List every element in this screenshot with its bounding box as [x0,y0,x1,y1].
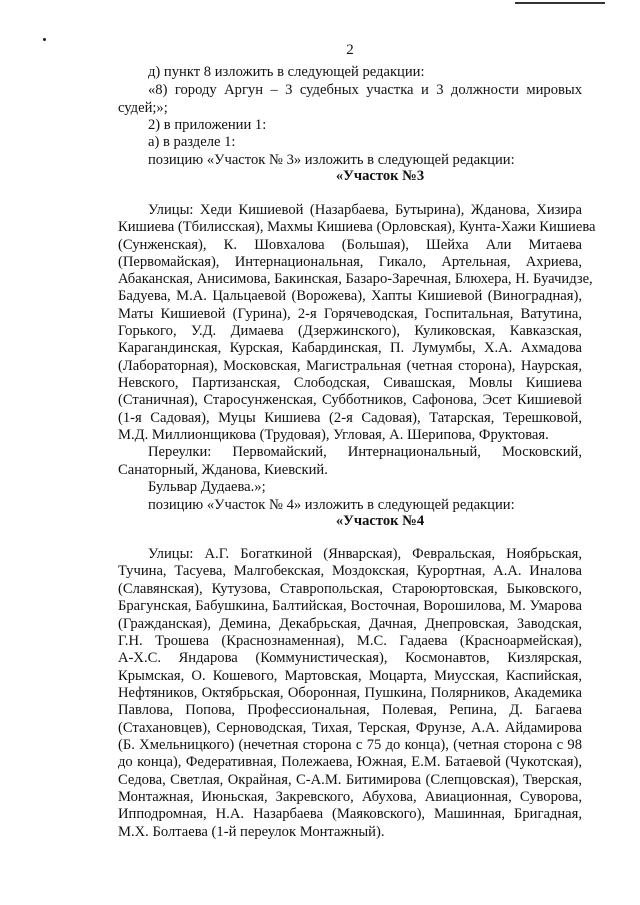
text-line: д) пункт 8 изложить в следующей редакции: [148,64,425,80]
page-number: 2 [346,42,354,58]
text-line: (Стахановцев), Серноводская, Тихая, Терская, Фрунзе, А.А. Айдамирова [118,720,582,736]
text-line: Г.Н. Трошева (Краснознаменная), М.С. Гадаева (Красноармейская), [118,633,582,649]
text-line: (1-я Садовая), Муцы Кишиева (2-я Садовая), Татарская, Терешковой, [118,410,582,426]
text-line: 2) в приложении 1: [148,117,267,133]
text-line: (Лабораторная), Московская, Магистральная (четная сторона), Наурская, [118,358,582,374]
text-line: Переулки: Первомайский, Интернациональный, Московский, [148,444,582,460]
text-line: судей;»; [118,100,168,116]
text-line: М.Д. Миллионщикова (Трудовая), Угловая, А. Шерипова, Фруктовая. [118,427,549,443]
text-line: (Первомайская), Интернациональная, Гикало, Артельная, Ахриева, [118,254,582,270]
text-line: Нефтяников, Октябрьская, Оборонная, Пушкина, Полярников, Академика [118,685,582,701]
text-line: до конца), Федеративная, Полежаева, Южная, Е.М. Батаевой (Чукотская), [118,754,582,770]
text-line: Павлова, Попова, Профессиональная, Полевая, Репина, Д. Багаева [118,702,582,718]
top-rule [515,2,605,4]
text-line: М.Х. Болтаева (1-й переулок Монтажный). [118,824,385,840]
text-line: Седова, Светлая, Окрайная, С-А.М. Битимирова (Слепцовская), Тверская, [118,772,582,788]
text-line: Брагунская, Бабушкина, Балтийская, Восточная, Ворошилова, М. Умарова [118,598,582,614]
text-line: «8) городу Аргун – 3 судебных участка и 3 должности мировых [148,82,582,98]
text-line: (Сунженская), К. Шовхалова (Большая), Шейха Али Митаева [118,237,582,253]
text-line: а) в разделе 1: [148,134,236,150]
text-line: Горького, У.Д. Димаева (Дзержинского), Куликовская, Кавказская, [118,323,582,339]
text-line: Санаторный, Жданова, Киевский. [118,462,328,478]
text-line: (Гражданская), Демина, Декабрьская, Дачная, Днепровская, Заводская, [118,616,582,632]
text-line: Карагандинская, Курская, Кабардинская, П. Лумумбы, Х.А. Ахмадова [118,340,582,356]
text-line: Монтажная, Июньская, Закревского, Абухова, Авиационная, Суворова, [118,789,582,805]
text-line: (Станичная), Старосунженская, Субботников, Сафонова, Эсет Кишиевой [118,392,582,408]
text-line: Бадуева, М.А. Цальцаевой (Ворожева), Хапты Кишиевой (Виноградная), [118,288,582,304]
text-line: Маты Кишиевой (Гурина), 2-я Горячеводская, Госпитальная, Ватутина, [118,306,582,322]
text-line: Кишиева (Тбилисская), Махмы Кишиева (Орловская), Кунта-Хажи Кишиева [118,219,596,235]
text-line: (Славянская), Кутузова, Ставропольская, Староюртовская, Быковского, [118,581,582,597]
text-line: А-Х.С. Яндарова (Коммунистическая), Космонавтов, Кизлярская, [118,650,582,666]
text-line: Крымская, О. Кошевого, Мартовская, Моцарта, Миусская, Каспийская, [118,668,582,684]
text-line: Тучина, Тасуева, Малгобекская, Моздокская, Курортная, А.А. Иналова [118,563,582,579]
text-line: Улицы: А.Г. Богаткиной (Январская), Февральская, Ноябрьская, [148,546,582,562]
section-heading: «Участок №4 [335,513,425,529]
text-line: Улицы: Хеди Кишиевой (Назарбаева, Бутырина), Жданова, Хизира [148,202,582,218]
text-line: позицию «Участок № 3» изложить в следующей редакции: [148,152,515,168]
scan-speck [43,38,46,41]
section-heading: «Участок №3 [335,168,425,184]
text-line: Абаканская, Анисимова, Бакинская, Базаро-Заречная, Блюхера, Н. Буачидзе, [118,271,593,287]
text-line: Бульвар Дудаева.»; [148,479,266,495]
text-line: Невского, Партизанская, Слободская, Сивашская, Мовлы Кишиева [118,375,582,391]
text-line: Ипподромная, Н.А. Назарбаева (Маяковского), Машинная, Бригадная, [118,806,582,822]
text-line: (Б. Хмельницкого) (нечетная сторона с 75 до конца), (четная сторона с 98 [118,737,582,753]
text-line: позицию «Участок № 4» изложить в следующей редакции: [148,497,515,513]
